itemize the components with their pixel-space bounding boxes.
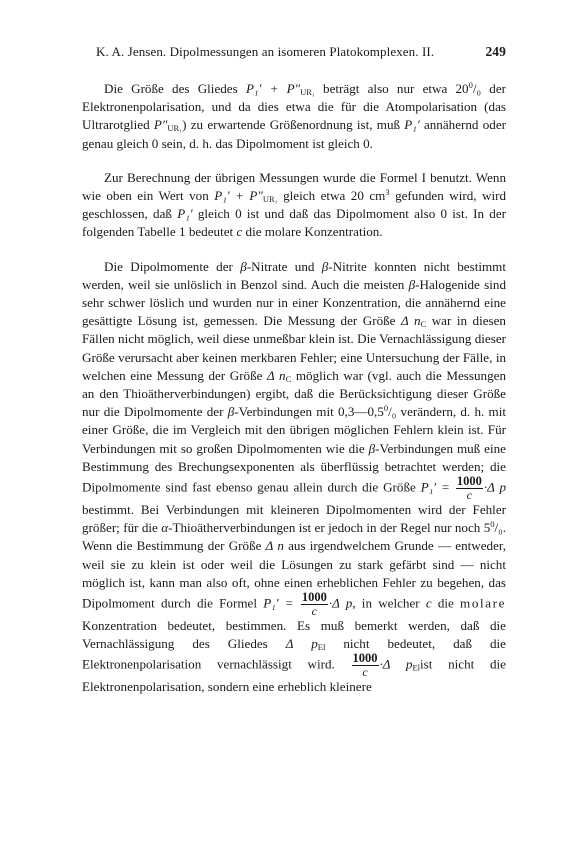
math-p1-plus: P₁′ + P″ <box>245 81 301 96</box>
fraction-1000-over-c: $\frac{1000}{c}$ <box>301 590 327 619</box>
running-title: K. A. Jensen. Dipolmessungen an isomeren Platokomplexen. II. <box>96 44 435 59</box>
paragraph-1: Die Größe des Gliedes $P_1' + P''_{UR_1}$ beträgt also nur etwa $20^0/_0$ der Elektronenpolarisation, und da dies etwa die für die Atompolarisation (das Ultrarotglied $P''_{UR_1}$) zu erwartende Größenordnung ist, muß P₁′ annähernd oder genau gleich 0 sein, d. h. das Dipolmoment ist gleich 0. <box>82 80 506 151</box>
fraction-1000-over-c: $\frac{1000}{c}$ <box>352 651 378 680</box>
paragraph-3: Die Dipolmomente der β-Nitrate und β-Nitrite konnten nicht bestimmt werden, weil sie unlöslich in Benzol sind. Auch die meisten β-Halogenide sind sehr schwer löslich und wurden nur in einer Konzentration, die annähernd eine gesättigte Lösung ist, gemessen. Die Messung der Größe Δ $n_C$ war in diesen Fällen nicht möglich, weil diese unmeßbar klein ist. Die Vernachlässigung dieser Größe verursacht aber keinen merkbaren Fehler; eine Untersuchung der Fälle, in welchen eine Messung der Größe Δ $n_C$ möglich war (vgl. auch die Messungen an den Thioätherverbindungen) ergibt, daß die Berücksichtigung dieser Größe nur die Dipolmomente der β-Verbindungen mit $0,3—0,5^0/_0$ verändern, d. h. mit einer Größe, die im Vergleich mit den übrigen möglichen Fehlern klein ist. Für Verbindungen mit so großen Dipolmomenten wie die β-Verbindungen muß eine Bestimmung des Brechungsexponenten als überflüssig betrachtet werden; die Dipolmomente sind fast ebenso genau allein durch die Größe P₁′ = $\frac{1000}{c}$ ·Δ p bestimmt. Bei Verbindungen mit kleineren Dipolmomenten wird der Fehler größer; für die α-Thioätherverbindungen ist er jedoch in der Regel nur noch $5^0/_0$. Wenn die Bestimmung der Größe Δ n aus irgendwelchem Grunde — entweder, weil sie zu klein ist oder weil die Lösungen zu stark gefärbt sind — nicht möglich ist, kann man also oft, ohne einen erheblichen Fehler zu begehen, das Dipolmoment durch die Formel P₁′ = $\frac{1000}{c}$ ·Δ p, in welcher c die molare Konzentration bedeutet, bestimmen. Es muß bemerkt werden, daß die Vernachlässigung des Gliedes Δ $p_{El}$ nicht bedeutet, daß die Elektronenpolarisation vernachlässigt wird. $\frac{1000}{c}$ ·Δ $p_{El}ist$ nicht die Elektronenpolarisation, sondern eine erheblich kleinere <box>82 258 507 695</box>
running-header <box>82 44 506 60</box>
paragraph-2: Zur Berechnung der übrigen Messungen wurde die Formel I benutzt. Wenn wie oben ein Wert von $P_1' + P''_{UR_1}$ gleich etwa 20 $cm^3$ gefunden wird, wird geschlossen, daß P₁′ gleich 0 ist und daß das Dipolmoment also 0 ist. In der folgenden Tabelle 1 bedeutet c die molare Konzentration. <box>82 169 506 240</box>
page-number: 249 <box>485 44 506 59</box>
fraction-1000-over-c: $\frac{1000}{c}$ <box>456 474 482 503</box>
